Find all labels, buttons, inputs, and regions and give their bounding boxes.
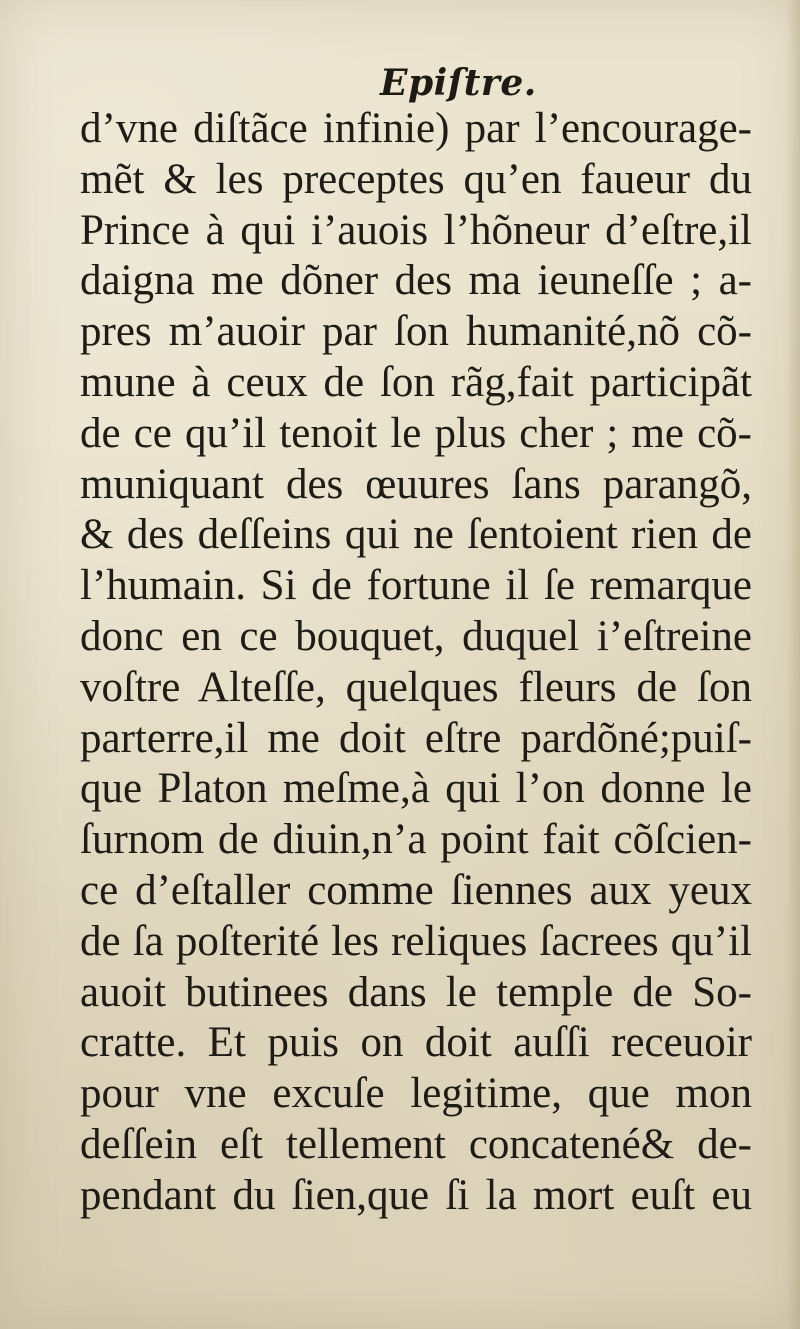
page-edge-shadow <box>786 0 800 1329</box>
text-line: mẽt & les preceptes qu’en faueur du <box>80 155 752 203</box>
text-line: pres m’auoir par ſon humanité,nõ cõ- <box>80 308 752 356</box>
text-line: pour vne excuſe legitime, que mon <box>80 1070 752 1118</box>
running-head: Epiſtre. <box>380 62 537 104</box>
text-line: d’vne diſtãce infinie) par l’encourage- <box>80 105 752 152</box>
text-line: & des deſſeins qui ne ſentoient rien de <box>80 511 752 559</box>
text-line: voſtre Alteſſe, quelques fleurs de ſon <box>80 663 752 711</box>
text-line: donc en ce bouquet, duquel i’eſtreine <box>80 612 752 660</box>
text-line: l’humain. Si de fortune il ſe remarque <box>80 562 752 610</box>
text-line: deſſein eſt tellement concatené& de- <box>80 1120 752 1168</box>
text-line: ſurnom de diuin,n’a point fait cõſcien- <box>80 816 752 864</box>
text-line: mune à ceux de ſon rãg,fait participãt <box>80 358 752 406</box>
text-line: Prince à qui i’auois l’hõneur d’eſtre,il <box>80 206 752 254</box>
text-line: parterre,il me doit eſtre pardõné;puiſ- <box>80 714 752 762</box>
text-line: de ſa poſterité les reliques ſacrees qu’il <box>80 917 752 965</box>
text-line: muniquant des œuures ſans parangõ, <box>80 460 752 508</box>
text-line: auoit butinees dans le temple de So- <box>80 968 752 1016</box>
text-line: daigna me dõner des ma ieuneſſe ; a- <box>80 257 752 305</box>
text-line: pendant du ſien,que ſi la mort euſt eu <box>80 1171 752 1219</box>
text-line: cratte. Et puis on doit auſſi receuoir <box>80 1019 752 1067</box>
body-text <box>80 104 752 1222</box>
text-line: ce d’eſtaller comme ſiennes aux yeux <box>80 866 752 914</box>
text-line: que Platon meſme,à qui l’on donne le <box>80 765 752 813</box>
text-line: de ce qu’il tenoit le plus cher ; me cõ- <box>80 409 752 457</box>
